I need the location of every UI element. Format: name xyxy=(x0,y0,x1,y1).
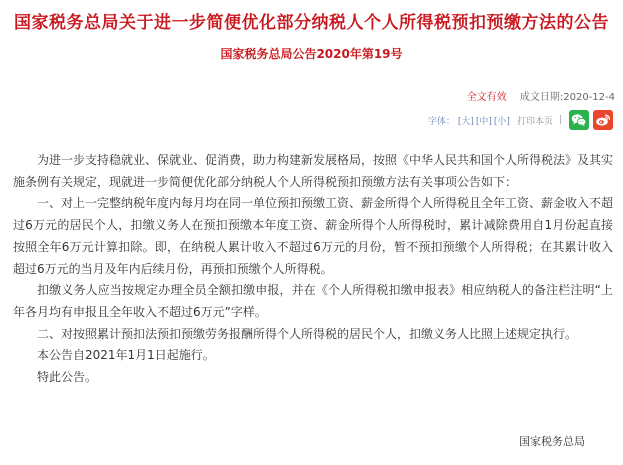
wechat-share-button[interactable] xyxy=(569,110,589,130)
body-paragraph-article-2: 二、对按照累计预扣法预扣预缴劳务报酬所得个人所得税的居民个人，扣缴义务人比照上述规定执行。 xyxy=(37,326,578,341)
page-title: 国家税务总局关于进一步简便优化部分纳税人个人所得税预扣预缴方法的公告 xyxy=(14,13,609,33)
print-page-button[interactable]: 打印本页 xyxy=(516,116,553,127)
validity-status: 全文有效 xyxy=(466,92,507,103)
weibo-icon xyxy=(595,113,611,127)
body-paragraph-intro: 为进一步支持稳就业、保就业、促消费，助力构建新发展格局，按照《中华人民共和国个人所得税法》及其实施条例有关规定，现就进一步简便优化部分纳税人个人所得税预扣预缴方法有关事项公告如下： xyxy=(13,153,614,189)
meta-row xyxy=(467,88,615,103)
font-size-label: 字体： xyxy=(427,116,455,127)
tools-separator: | xyxy=(558,115,562,125)
font-size-medium-button[interactable]: [中] xyxy=(475,116,492,127)
page-tools xyxy=(428,108,613,132)
body-paragraph-article-1: 一、对上一完整纳税年度内每月均在同一单位预扣预缴工资、薪金所得个人所得税且全年工资、薪金收入不超过6万元的居民个人，扣缴义务人在预扣预缴本年度工资、薪金所得个人所得税时，累计减除费用自1月份起直接按照全年6万元计算扣除。即，在纳税人累计收入不超过6万元的月份，暂不预扣预缴个人所得税；在其累计收入超过6万元的当月及年内后续月份，再预扣预缴个人所得税。 xyxy=(13,196,614,276)
document-number: 国家税务总局公告2020年第19号 xyxy=(220,47,403,61)
weibo-share-button[interactable] xyxy=(593,110,613,130)
font-size-small-button[interactable]: [小] xyxy=(493,116,510,127)
wechat-icon xyxy=(571,113,587,127)
body-paragraph-closing: 特此公告。 xyxy=(37,370,98,385)
issuer-signature: 国家税务总局 xyxy=(519,435,585,448)
body-paragraph-filing: 扣缴义务人应当按规定办理全员全额扣缴申报，并在《个人所得税扣缴申报表》相应纳税人的备注栏注明“上年各月均有申报且全年收入不超过6万元”字样。 xyxy=(13,283,613,319)
announcement-body xyxy=(13,150,613,389)
font-size-large-button[interactable]: [大] xyxy=(457,116,474,127)
issue-date: 成文日期:2020-12-4 xyxy=(519,92,615,103)
body-paragraph-effective-date: 本公告自2021年1月1日起施行。 xyxy=(37,348,215,363)
